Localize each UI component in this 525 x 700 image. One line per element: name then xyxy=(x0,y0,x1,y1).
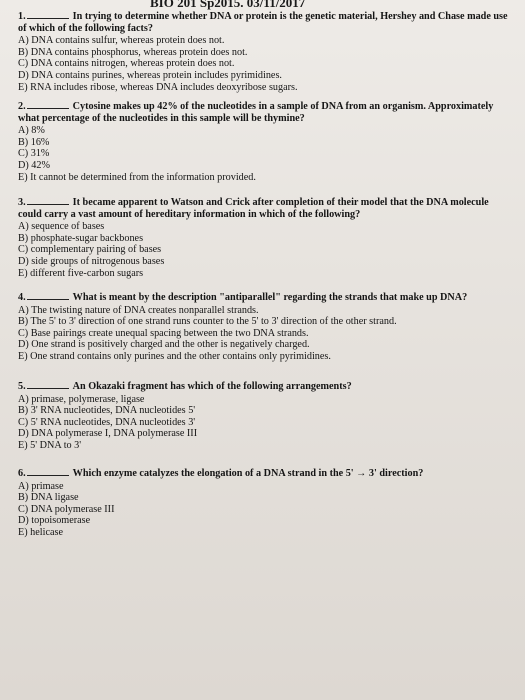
answer-option: B) 16% xyxy=(18,136,50,148)
answer-option: D) One strand is positively charged and the other is negatively charged. xyxy=(18,339,310,351)
question-6 xyxy=(18,467,513,539)
answer-option: D) DNA polymerase I, DNA polymerase III xyxy=(18,428,198,440)
answer-option: D) side groups of nitrogenous bases xyxy=(18,255,165,267)
answer-option: A) primase, polymerase, ligase xyxy=(18,393,145,405)
page-header: BIO 201 Sp2015. 03/11/2017 xyxy=(150,0,306,10)
answer-option: A) The twisting nature of DNA creates nonparallel strands. xyxy=(18,304,259,316)
answer-option: E) One strand contains only purines and the other contains only pyrimidines. xyxy=(18,350,331,362)
question-stem: Cytosine makes up 42% of the nucleotides in a sample of DNA from an organism. Approximately what percentage of the nucleotides in this sample will be thymine? xyxy=(18,101,494,124)
answer-option: B) The 5' to 3' direction of one strand runs counter to the 5' to 3' direction of the other strand. xyxy=(18,316,397,328)
answer-option: E) It cannot be determined from the information provided. xyxy=(18,171,256,183)
answer-option: C) DNA polymerase III xyxy=(18,503,115,515)
answer-option: B) DNA ligase xyxy=(18,492,79,504)
question-stem-row xyxy=(18,196,513,220)
answer-option: A) primase xyxy=(18,480,64,492)
question-number: 1. xyxy=(18,11,26,22)
answer-option: C) complementary pairing of bases xyxy=(18,244,162,256)
answer-option: E) RNA includes ribose, whereas DNA includes deoxyribose sugars. xyxy=(18,81,298,93)
question-number: 2. xyxy=(18,101,26,112)
question-number: 5. xyxy=(18,381,26,392)
answer-blank[interactable] xyxy=(27,380,69,389)
answer-option: D) DNA contains purines, whereas protein includes pyrimidines. xyxy=(18,69,282,81)
question-2 xyxy=(18,100,513,183)
question-stem: In trying to determine whether DNA or protein is the genetic material, Hershey and Chase made use of which of the following facts? xyxy=(18,11,508,34)
answer-option: E) helicase xyxy=(18,526,63,538)
question-stem: What is meant by the description "antiparallel" regarding the strands that make up DNA? xyxy=(72,292,468,303)
answer-option: E) different five-carbon sugars xyxy=(18,267,144,279)
answer-option: C) 5' RNA nucleotides, DNA nucleotides 3' xyxy=(18,416,196,428)
question-stem-row xyxy=(18,291,513,304)
question-stem-row xyxy=(18,10,513,34)
answer-option: C) Base pairings create unequal spacing between the two DNA strands. xyxy=(18,327,309,339)
answer-option: C) 31% xyxy=(18,148,50,160)
question-number: 3. xyxy=(18,197,26,208)
question-1 xyxy=(18,10,513,93)
answer-option: D) 42% xyxy=(18,159,50,171)
answer-option: B) DNA contains phosphorus, whereas protein does not. xyxy=(18,46,248,58)
question-3 xyxy=(18,196,513,279)
answer-option: A) sequence of bases xyxy=(18,221,105,233)
question-4 xyxy=(18,291,513,363)
question-stem-row xyxy=(18,467,513,480)
answer-option: A) DNA contains sulfur, whereas protein does not. xyxy=(18,35,225,47)
question-stem: Which enzyme catalyzes the elongation of a DNA strand in the 5' → 3' direction? xyxy=(72,468,424,479)
answer-blank[interactable] xyxy=(27,196,69,205)
answer-option: E) 5' DNA to 3' xyxy=(18,439,82,451)
answer-option: C) DNA contains nitrogen, whereas protein does not. xyxy=(18,58,235,70)
question-stem-row xyxy=(18,100,513,124)
answer-blank[interactable] xyxy=(27,467,69,476)
answer-option: A) 8% xyxy=(18,125,45,137)
answer-option: B) phosphate-sugar backbones xyxy=(18,232,144,244)
question-5 xyxy=(18,380,513,452)
question-stem: An Okazaki fragment has which of the following arrangements? xyxy=(72,381,352,392)
answer-blank[interactable] xyxy=(27,10,69,19)
answer-blank[interactable] xyxy=(27,100,69,109)
question-stem: It became apparent to Watson and Crick after completion of their model that the DNA molecule could carry a vast amount of hereditary information in which of the following? xyxy=(18,197,489,220)
question-stem-row xyxy=(18,380,513,393)
answer-option: B) 3' RNA nucleotides, DNA nucleotides 5' xyxy=(18,405,196,417)
question-number: 4. xyxy=(18,292,26,303)
answer-option: D) topoisomerase xyxy=(18,515,91,527)
question-number: 6. xyxy=(18,468,26,479)
answer-blank[interactable] xyxy=(27,291,69,300)
